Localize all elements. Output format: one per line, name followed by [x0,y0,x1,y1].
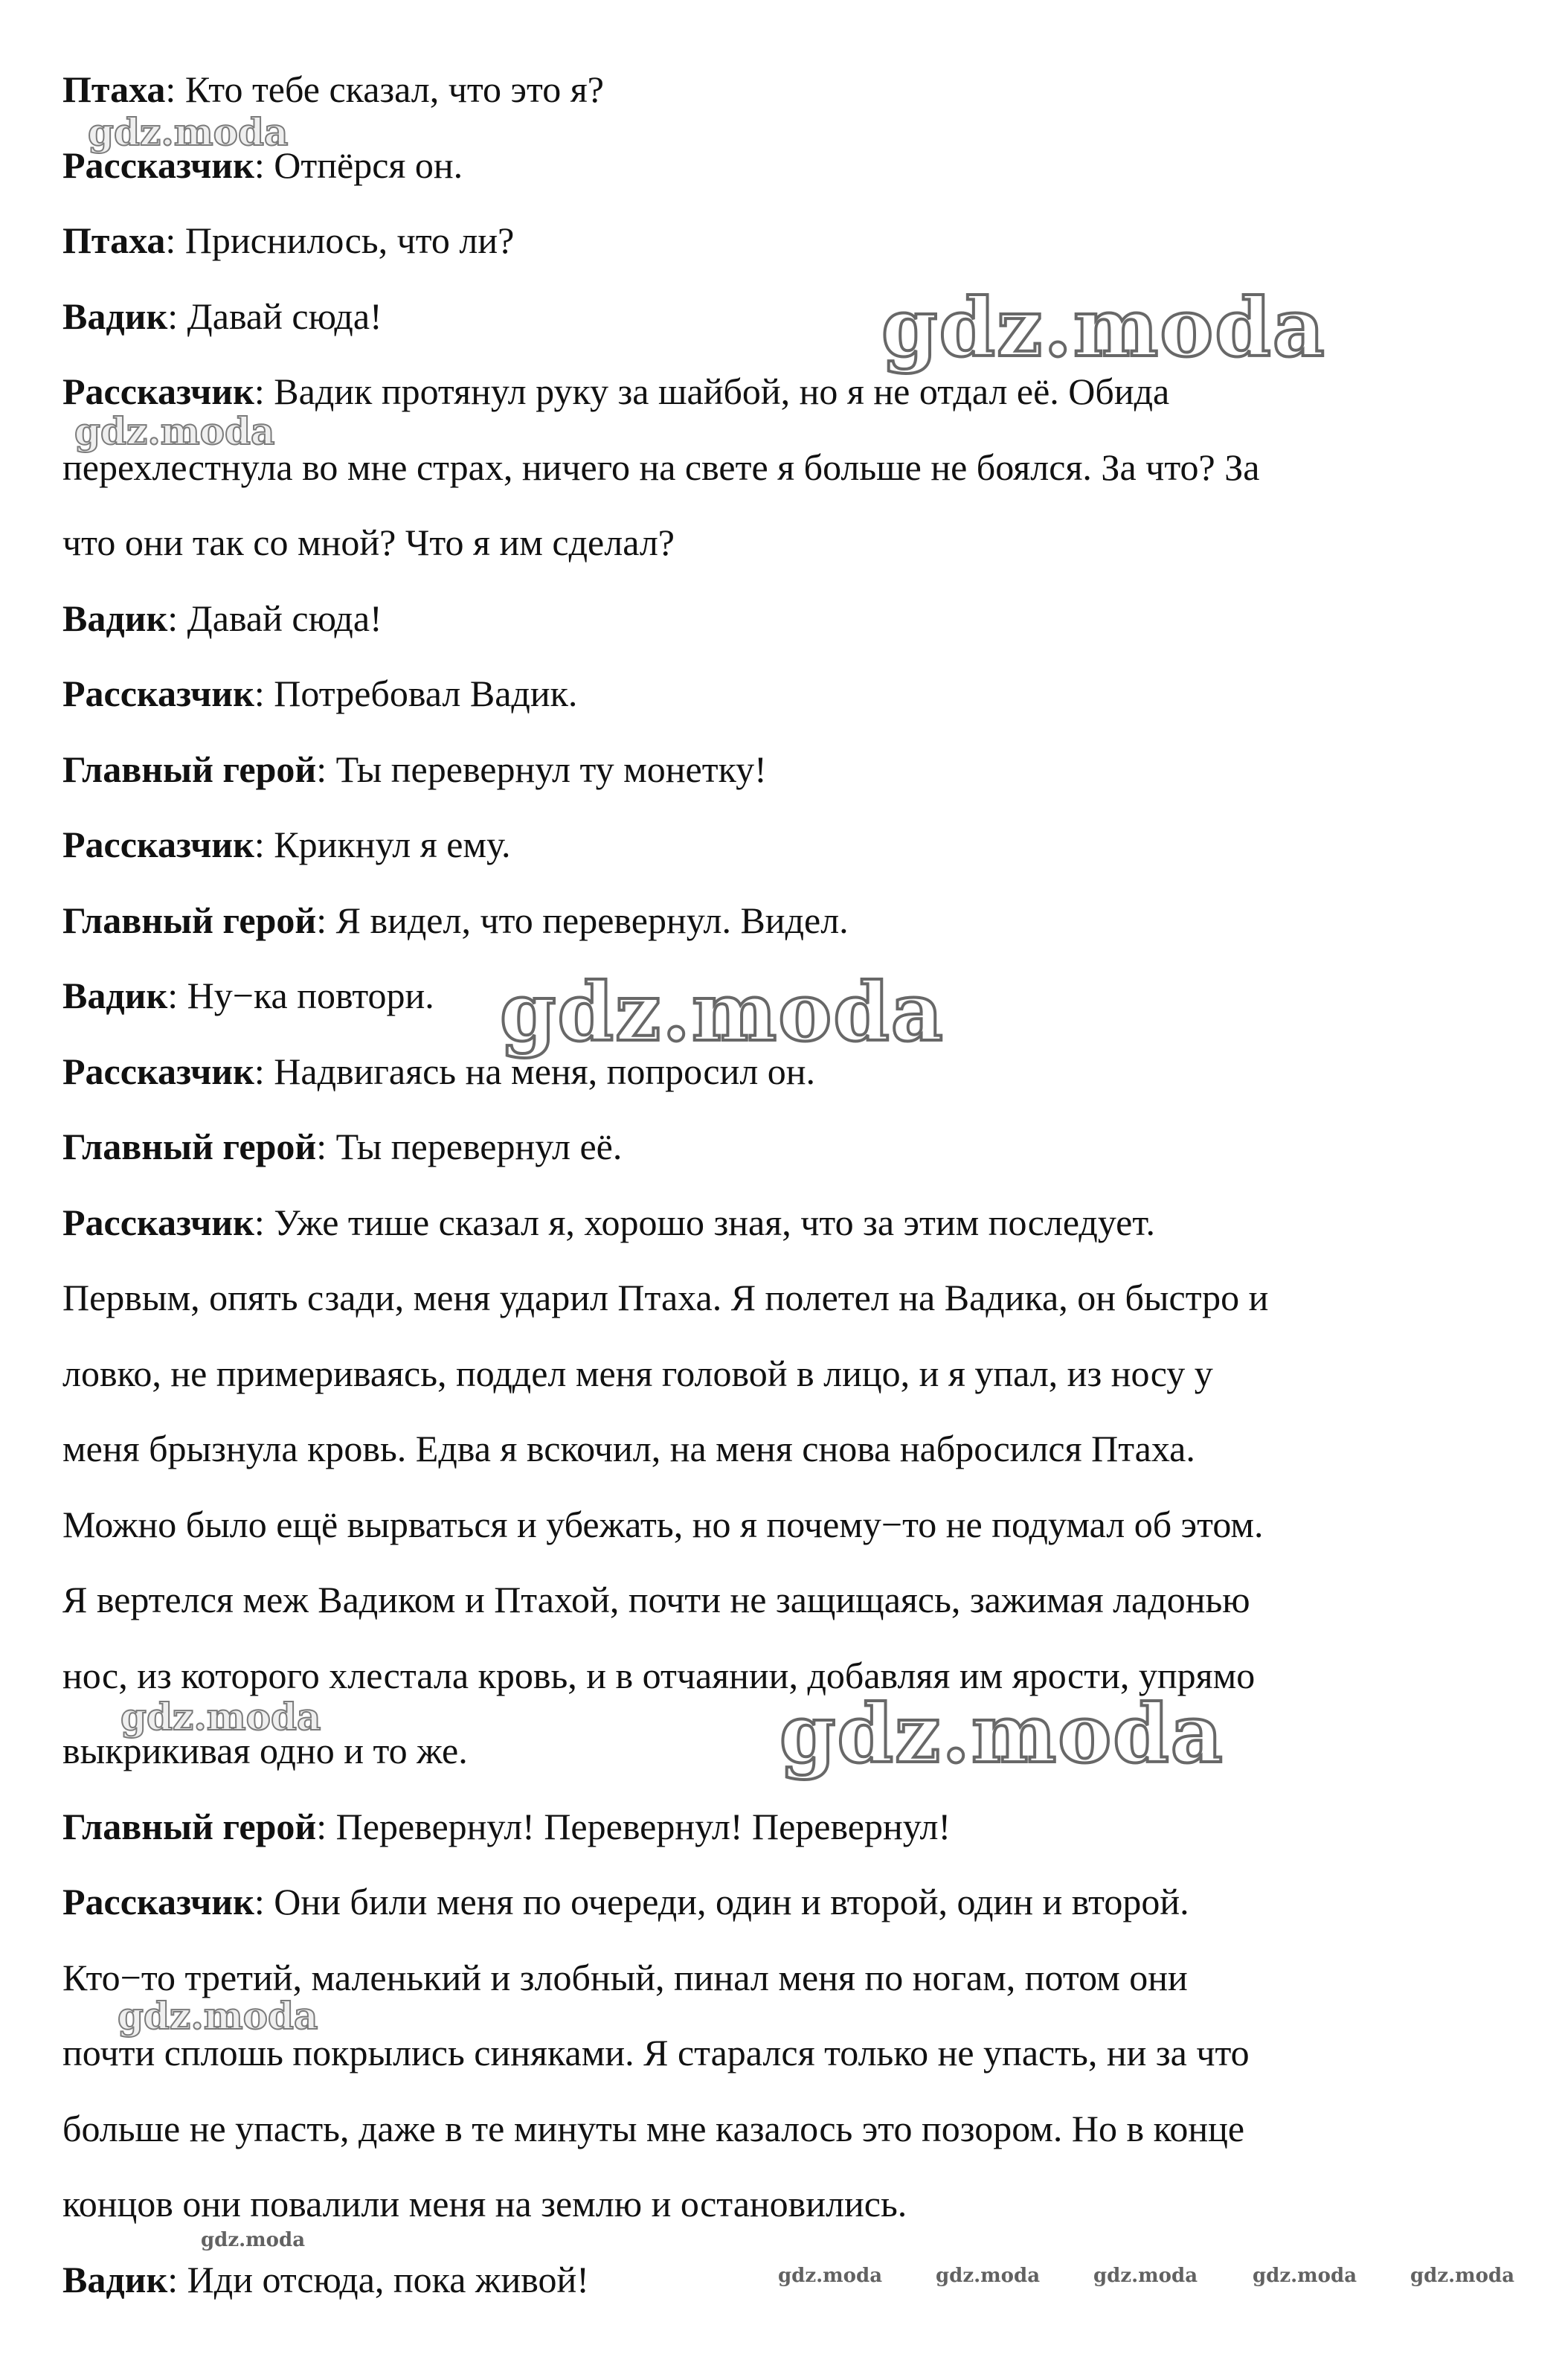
dialogue-line [62,1185,1520,1261]
continuation-line [62,1260,1520,1336]
line-text: Я вертелся меж Вадиком и Птахой, почти не защищаясь, зажимая ладонью [62,1579,1250,1620]
line-text: Можно было ещё вырваться и убежать, но я почему−то не подумал об этом. [62,1503,1264,1545]
line-text: ловко, не примериваясь, поддел меня головой в лицо, и я упал, из носу у [62,1352,1213,1394]
speaker-name: Главный герой [62,748,317,790]
dialogue-line [62,354,1520,430]
speaker-name: Рассказчик [62,673,254,714]
line-text: больше не упасть, даже в те минуты мне казалось это позором. Но в конце [62,2107,1245,2149]
line-text: Ну−ка повтори. [187,975,434,1016]
separator: : [167,295,187,337]
continuation-line [62,2015,1520,2091]
speaker-name: Рассказчик [62,824,254,865]
speaker-name: Птаха [62,219,166,261]
continuation-line [62,2091,1520,2167]
line-text: почти сплошь покрылись синяками. Я старался только не упасть, ни за что [62,2032,1250,2073]
continuation-line [62,1487,1520,1563]
speaker-name: Рассказчик [62,144,254,186]
separator: : [167,975,187,1016]
line-text: Кто тебе сказал, что это я? [184,68,604,110]
watermark: gdz.moda [881,281,1326,375]
line-text: Первым, опять сзади, меня ударил Птаха. Я полетел на Вадика, он быстро и [62,1277,1269,1318]
speaker-name: Рассказчик [62,371,254,412]
line-text: меня брызнула кровь. Едва я вскочил, на меня снова набросился Птаха. [62,1428,1195,1469]
line-text: Ты перевернул ту монетку! [335,748,767,790]
dialogue-line [62,1864,1520,1940]
line-text: Вадик протянул руку за шайбой, но я не отдал её. Обида [274,371,1170,412]
separator: : [254,673,274,714]
dialogue-line [62,52,1520,128]
speaker-name: Вадик [62,597,168,639]
dialogue-line [62,128,1520,204]
continuation-line [62,1940,1520,2016]
line-text: Давай сюда! [187,295,382,337]
watermark: gdz.moda [201,2229,306,2251]
speaker-name: Вадик [62,975,168,1016]
separator: : [165,68,185,110]
line-text: Уже тише сказал я, хорошо зная, что за этим последует. [274,1201,1155,1243]
continuation-line [62,2166,1520,2242]
watermark: gdz.moda [936,2265,1041,2287]
dialogue-line [62,581,1520,657]
line-text: Потребовал Вадик. [274,673,578,714]
speaker-name: Главный герой [62,1805,317,1847]
speaker-name: Рассказчик [62,1881,254,1922]
watermark: gdz.moda [74,409,275,453]
watermark: gdz.moda [500,966,945,1059]
speaker-name: Вадик [62,295,168,337]
line-text: Приснилось, что ли? [184,219,515,261]
line-text: что они так со мной? Что я им сделал? [62,522,675,563]
line-text: Я видел, что перевернул. Видел. [335,899,849,941]
continuation-line [62,1638,1520,1714]
line-text: концов они повалили меня на землю и остановились. [62,2183,907,2225]
continuation-line [62,1713,1520,1789]
watermark: gdz.moda [778,2265,883,2287]
speaker-name: Главный герой [62,899,317,941]
separator: : [316,899,336,941]
separator: : [316,1805,336,1847]
continuation-line [62,1562,1520,1638]
line-text: Надвигаясь на меня, попросил он. [274,1050,816,1092]
dialogue-line [62,732,1520,808]
watermark: gdz.moda [120,1695,321,1739]
separator: : [254,371,274,412]
dialogue-line [62,203,1520,279]
watermark: gdz.moda [118,1994,318,2038]
line-text: Иди отсюда, пока живой! [187,2258,589,2300]
separator: : [167,2258,187,2300]
line-text: Ты перевернул её. [335,1126,623,1167]
watermark: gdz.moda [1093,2265,1198,2287]
dialogue-line [62,656,1520,732]
speaker-name: Рассказчик [62,1050,254,1092]
separator: : [254,824,274,865]
line-text: Они били меня по очереди, один и второй, один и второй. [274,1881,1189,1922]
line-text: выкрикивая одно и то же. [62,1730,468,1771]
speaker-name: Вадик [62,2258,168,2300]
dialogue-line [62,1789,1520,1865]
dialogue-line [62,883,1520,959]
separator: : [167,597,187,639]
separator: : [316,1126,336,1167]
line-text: нос, из которого хлестала кровь, и в отчаянии, добавляя им ярости, упрямо [62,1654,1256,1696]
separator: : [254,1201,274,1243]
continuation-line [62,1411,1520,1487]
dialogue-line [62,1109,1520,1185]
speaker-name: Рассказчик [62,1201,254,1243]
separator: : [254,144,274,186]
line-text: Кто−то третий, маленький и злобный, пинал меня по ногам, потом они [62,1956,1188,1998]
line-text: Крикнул я ему. [274,824,511,865]
watermark: gdz.moda [1253,2265,1357,2287]
line-text: Перевернул! Перевернул! Перевернул! [335,1805,951,1847]
dialogue-line [62,1034,1520,1110]
dialogue-line [62,279,1520,355]
line-text: Отпёрся он. [274,144,463,186]
watermark: gdz.moda [88,110,289,154]
separator: : [316,748,336,790]
dialogue-line [62,2242,1520,2318]
line-text: Давай сюда! [187,597,382,639]
continuation-line [62,505,1520,581]
line-text: перехлестнула во мне страх, ничего на свете я больше не боялся. За что? За [62,446,1260,488]
separator: : [165,219,185,261]
speaker-name: Птаха [62,68,166,110]
watermark: gdz.moda [1410,2265,1515,2287]
document-page [62,52,1520,2318]
separator: : [254,1881,274,1922]
dialogue-line [62,807,1520,883]
continuation-line [62,1336,1520,1412]
continuation-line [62,430,1520,506]
watermark: gdz.moda [780,1687,1224,1781]
speaker-name: Главный герой [62,1126,317,1167]
separator: : [254,1050,274,1092]
dialogue-line [62,958,1520,1034]
